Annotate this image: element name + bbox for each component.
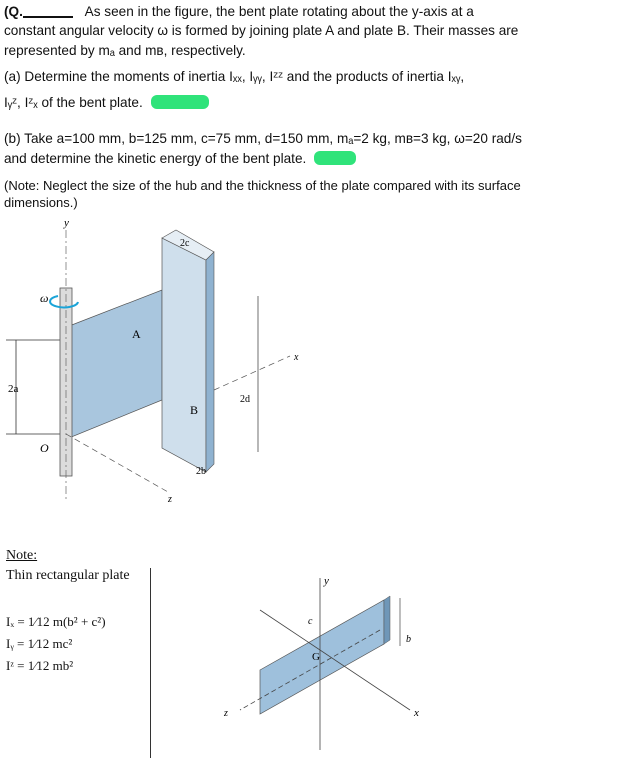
highlight-mark: [314, 151, 356, 165]
label-2c: 2c: [180, 238, 190, 249]
label-z2: z: [224, 708, 228, 719]
label-omega: ω: [40, 291, 49, 305]
part-a-line-1: (a) Determine the moments of inertia Iₓₓ, Iᵧᵧ, Iᶻᶻ and the products of inertia Iₓᵧ,: [4, 69, 465, 84]
label-b2: b: [406, 634, 411, 645]
label-y: y: [64, 217, 69, 229]
formula-ix: Iₓ = 1⁄12 m(b² + c²): [6, 614, 106, 629]
label-x: x: [294, 352, 299, 363]
label-a: A: [132, 327, 141, 341]
note-heading: Note:: [6, 548, 38, 563]
divider: [150, 568, 151, 758]
formula-iy: Iᵧ = 1⁄12 mc²: [6, 636, 73, 651]
part-b-line-1: (b) Take a=100 mm, b=125 mm, c=75 mm, d=150 mm, mₐ=2 kg, mʙ=3 kg, ω=20 rad/s: [4, 131, 522, 146]
question-line-3: represented by mₐ and mʙ, respectively.: [4, 43, 246, 58]
note-line-2: dimensions.): [4, 195, 78, 210]
part-a-text: Iᵧᶻ, Iᶻₓ of the bent plate.: [4, 95, 143, 110]
question-text: As seen in the figure, the bent plate rotating about the y-axis at a: [84, 4, 474, 19]
note-line-1: (Note: Neglect the size of the hub and the thickness of the plate compared with its surface: [4, 178, 521, 193]
plate-a: [64, 290, 162, 440]
plate-b: [162, 238, 206, 472]
label-2d: 2d: [240, 394, 250, 405]
question-line-1: [4, 3, 474, 20]
highlight-mark: [151, 95, 209, 109]
formula-iz: Iᶻ = 1⁄12 mb²: [6, 658, 74, 673]
thin-plate-figure: [200, 560, 618, 765]
label-x2: x: [414, 707, 419, 719]
label-2b: 2b: [196, 466, 206, 477]
part-b-line-2: [4, 150, 356, 167]
label-o: O: [40, 441, 49, 455]
label-y2: y: [324, 575, 329, 587]
part-b-text: and determine the kinetic energy of the bent plate.: [4, 151, 307, 166]
question-label: (Q.: [4, 4, 23, 19]
label-2a: 2a: [8, 383, 19, 395]
label-b: B: [190, 403, 199, 417]
label-z: z: [168, 494, 172, 505]
question-line-2: constant angular velocity ω is formed by joining plate A and plate B. Their masses are: [4, 23, 519, 38]
label-g: G: [312, 651, 320, 663]
part-a-line-2: [4, 94, 209, 111]
label-c: c: [308, 616, 313, 627]
redaction-mark: [23, 8, 73, 18]
note-subtitle: Thin rectangular plate: [6, 568, 130, 583]
bent-plate-figure: [0, 210, 618, 510]
thin-plate: [260, 600, 384, 714]
